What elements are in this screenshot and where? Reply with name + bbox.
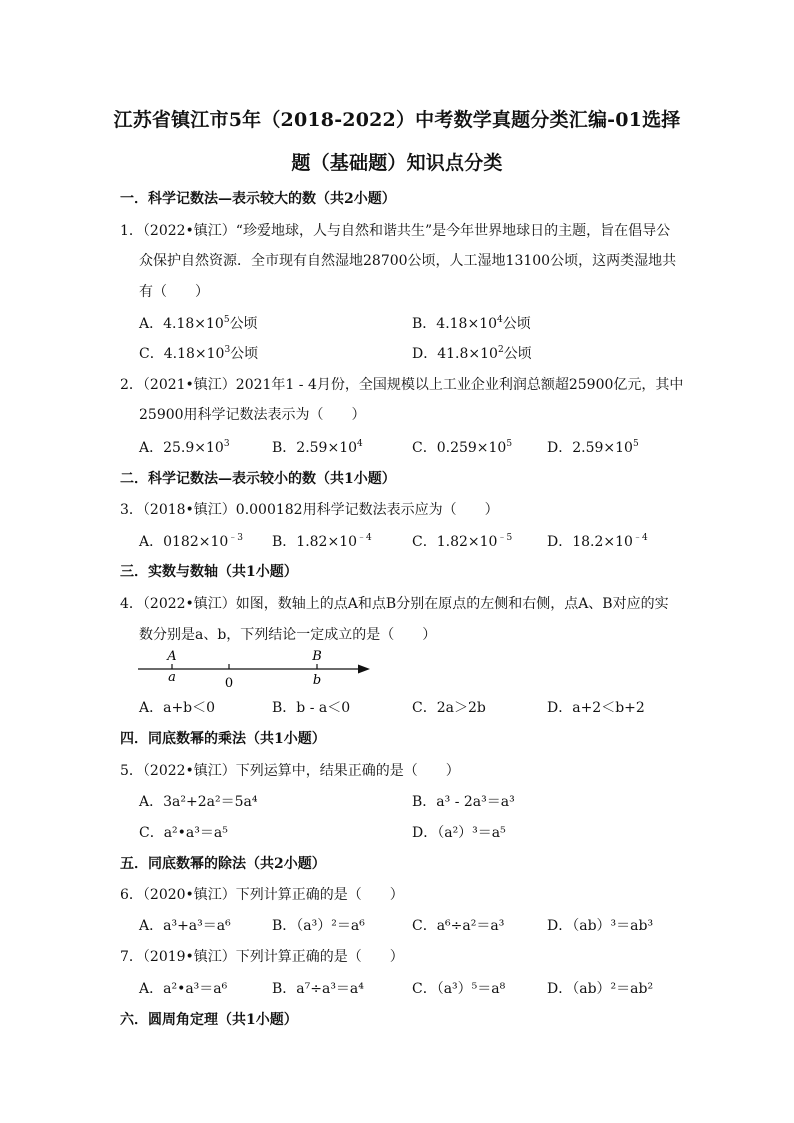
- q6-option-c: C．a⁶÷a²＝a³: [412, 918, 505, 934]
- q4-option-a: A．a+b＜0: [139, 700, 216, 716]
- q4-option-d: D．a+2＜b+2: [547, 700, 645, 716]
- q7-option-a: A．a²•a³＝a⁶: [139, 981, 228, 997]
- point-label-A: A: [167, 649, 177, 664]
- section-heading-4: 四．同底数幂的乘法（共1小题）: [120, 731, 326, 747]
- q2-option-d: D．$2.59\times 10^5$: [547, 439, 639, 456]
- origin-label: 0: [224, 676, 234, 691]
- q3-option-b: B．$1.82\times 10^{﹣4}$: [272, 533, 372, 550]
- document-title-line-1: 江苏省镇江市5年（2018-2022）中考数学真题分类汇编-01选择: [113, 109, 681, 131]
- q4-option-c: C．2a＞2b: [412, 700, 486, 716]
- q6-option-d: D．（ab）³＝ab³: [547, 918, 654, 934]
- q3-option-c: C．$1.82\times 10^{﹣5}$: [412, 533, 513, 550]
- q2-line-2: 25900用科学记数法表示为（ ）: [139, 407, 366, 423]
- section-heading-1: 一．科学记数法—表示较大的数（共2小题）: [120, 191, 396, 207]
- q1-line-1: 1．（2022•镇江）“珍爱地球，人与自然和谐共生”是今年世界地球日的主题，旨在倡导公: [120, 223, 671, 239]
- q5-option-a: A．3a²+2a²＝5a⁴: [139, 794, 258, 810]
- q1-option-b: B．$4.18\times 10^4$公顷: [412, 315, 531, 332]
- section-heading-2: 二．科学记数法—表示较小的数（共1小题）: [120, 471, 396, 487]
- section-heading-5: 五．同底数幂的除法（共2小题）: [120, 856, 326, 872]
- q6-line-1: 6．（2020•镇江）下列计算正确的是（ ）: [120, 887, 404, 903]
- q2-option-c: C．$0.259\times 10^5$: [412, 439, 513, 456]
- q5-option-c: C．a²•a³＝a⁵: [139, 825, 228, 841]
- q3-option-a: A．$0182\times 10^{﹣3}$: [139, 533, 244, 550]
- q1-option-c: C．$4.18\times 10^3$公顷: [139, 345, 259, 362]
- q1-line-2: 众保护自然资源．全市现有自然湿地28700公顷，人工湿地13100公顷，这两类湿地共: [139, 253, 677, 269]
- q2-line-1: 2．（2021•镇江）2021年1 - 4月份，全国规模以上工业企业利润总额超25900亿元，其中: [120, 377, 684, 393]
- q4-option-b: B．b - a＜0: [272, 700, 351, 716]
- number-line-arrow-icon: [358, 665, 370, 674]
- q3-option-d: D．$18.2\times 10^{﹣4}$: [547, 533, 648, 550]
- section-heading-3: 三．实数与数轴（共1小题）: [120, 564, 298, 580]
- q7-option-d: D．（ab）²＝ab²: [547, 981, 654, 997]
- q2-option-a: A．$25.9\times 10^3$: [139, 439, 230, 456]
- q3-line-1: 3．（2018•镇江）0.000182用科学记数法表示应为（ ）: [120, 502, 499, 518]
- q6-option-b: B．（a³）²＝a⁶: [272, 918, 365, 934]
- value-label-a: a: [168, 670, 176, 685]
- point-label-B: B: [312, 649, 322, 664]
- q2-option-b: B．$2.59\times 10^4$: [272, 439, 363, 456]
- document-title-line-2: 题（基础题）知识点分类: [291, 152, 503, 174]
- q4-line-1: 4．（2022•镇江）如图，数轴上的点A和点B分别在原点的左侧和右侧，点A、B对应的实: [120, 596, 669, 612]
- q1-option-d: D．$41.8\times 10^2$公顷: [412, 345, 532, 362]
- q1-option-a: A．$4.18\times 10^5$公顷: [139, 315, 258, 332]
- q7-option-b: B．a⁷÷a³＝a⁴: [272, 981, 364, 997]
- q5-option-b: B．a³ - 2a³＝a³: [412, 794, 515, 810]
- q6-option-a: A．a³+a³＝a⁶: [139, 918, 231, 934]
- q5-option-d: D．（a²）³＝a⁵: [412, 825, 506, 841]
- q7-option-c: C．（a³）⁵＝a⁸: [412, 981, 506, 997]
- q1-line-3: 有（ ）: [139, 284, 209, 300]
- q4-line-2: 数分别是a、b，下列结论一定成立的是（ ）: [139, 627, 437, 643]
- number-line-figure: [134, 646, 374, 692]
- q5-line-1: 5．（2022•镇江）下列运算中，结果正确的是（ ）: [120, 763, 460, 779]
- section-heading-6: 六．圆周角定理（共1小题）: [120, 1012, 298, 1028]
- value-label-b: b: [312, 673, 322, 688]
- q7-line-1: 7．（2019•镇江）下列计算正确的是（ ）: [120, 949, 404, 965]
